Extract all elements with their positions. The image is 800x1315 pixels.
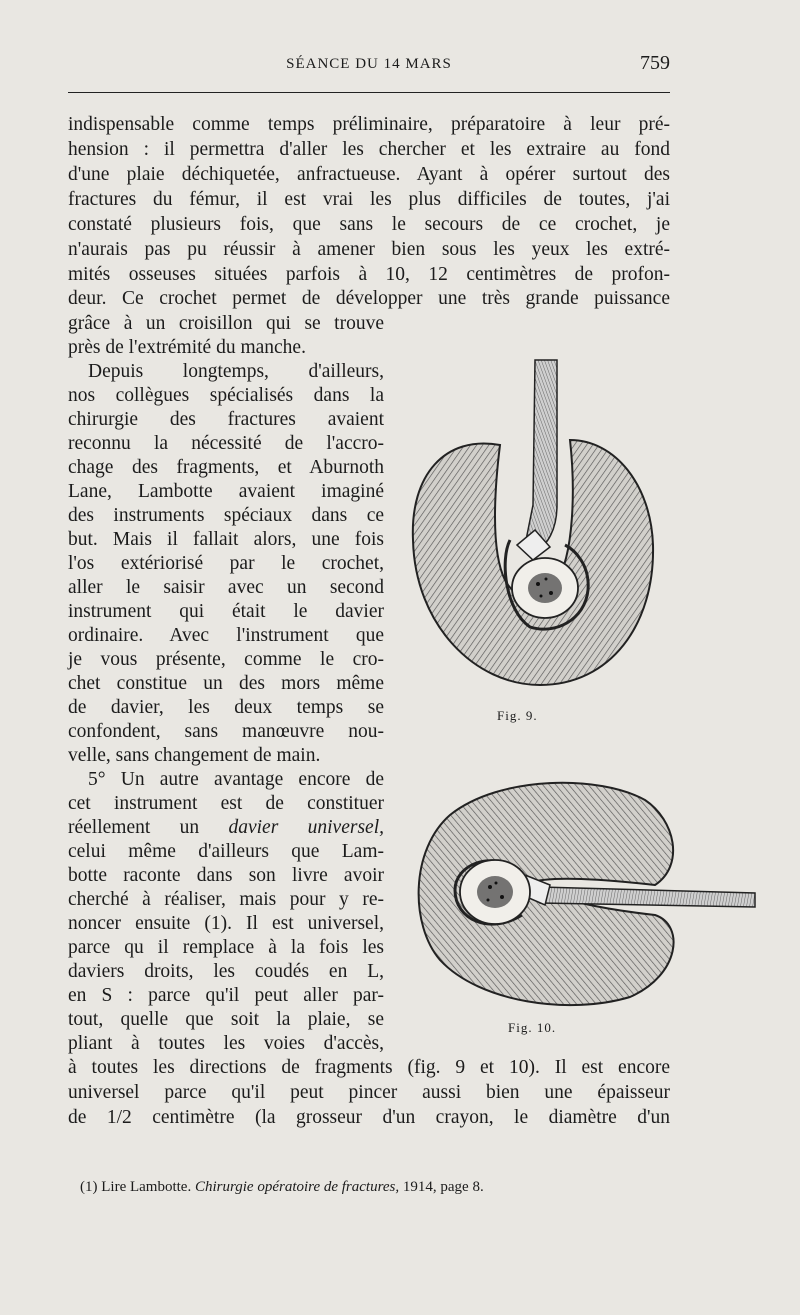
text-line: Depuis longtemps, d'ailleurs, bbox=[88, 361, 384, 382]
text-line: chage des fragments, et Aburnoth bbox=[68, 457, 384, 478]
text-line: celui même d'ailleurs que Lam- bbox=[68, 841, 384, 862]
figure-10-illustration bbox=[410, 775, 760, 1010]
instrument-handle bbox=[540, 887, 755, 907]
text-line: botte raconte dans son livre avoir bbox=[68, 865, 384, 886]
text-line: en S : parce qu'il peut aller par- bbox=[68, 985, 384, 1006]
text-line: près de l'extrémité du manche. bbox=[68, 337, 306, 358]
text-line-with-italic bbox=[68, 815, 384, 840]
text-line: ordinaire. Avec l'instrument que bbox=[68, 625, 384, 646]
text-line: aller le saisir avec un second bbox=[68, 577, 384, 598]
text-line: à toutes les directions de fragments (fig. 9 et 10). Il est encore bbox=[68, 1057, 670, 1078]
figure-9-caption: Fig. 9. bbox=[497, 708, 538, 723]
text-line: n'aurais pas pu réussir à amener bien sous les yeux les extré- bbox=[68, 239, 670, 260]
bone-marrow bbox=[477, 876, 513, 908]
text-line: 5° Un autre avantage encore de bbox=[88, 769, 384, 790]
page-number: 759 bbox=[640, 52, 670, 74]
text-line: daviers droits, les coudés en L, bbox=[68, 961, 384, 982]
text-line: fractures du fémur, il est vrai les plus difficiles de toutes, j'ai bbox=[68, 189, 670, 210]
text-line: velle, sans changement de main. bbox=[68, 745, 321, 766]
text-line: cherché à réaliser, mais pour y re- bbox=[68, 889, 384, 910]
italic-phrase: davier universel, bbox=[228, 817, 384, 838]
text-line: nos collègues spécialisés dans la bbox=[68, 385, 384, 406]
text-line: universel parce qu'il peut pincer aussi bien une épaisseur bbox=[68, 1082, 670, 1103]
figure-9-illustration bbox=[405, 355, 665, 700]
text-line: d'une plaie déchiquetée, anfractueuse. Ayant à opérer surtout des bbox=[68, 164, 670, 185]
text-line: pliant à toutes les voies d'accès, bbox=[68, 1033, 384, 1054]
text-fragment: réellement un bbox=[68, 817, 200, 838]
figure-10-caption: Fig. 10. bbox=[508, 1020, 557, 1035]
header-rule bbox=[68, 92, 670, 93]
footnote bbox=[80, 1176, 484, 1198]
running-header bbox=[68, 52, 670, 86]
text-line: instrument qui était le davier bbox=[68, 601, 384, 622]
text-line: reconnu la nécessité de l'accro- bbox=[68, 433, 384, 454]
text-line: mités osseuses situées parfois à 10, 12 centimètres de profon- bbox=[68, 264, 670, 285]
text-line: de davier, les deux temps se bbox=[68, 697, 384, 718]
text-line: de 1/2 centimètre (la grosseur d'un crayon, le diamètre d'un bbox=[68, 1107, 670, 1128]
footnote-italic: Chirurgie opératoire de fractures, bbox=[194, 1179, 400, 1195]
text-line: confondent, sans manœuvre nou- bbox=[68, 721, 384, 742]
text-line: Lane, Lambotte avaient imaginé bbox=[68, 481, 384, 502]
text-line: l'os extériorisé par le crochet, bbox=[68, 553, 384, 574]
text-line: constaté plusieurs fois, que sans le secours de ce crochet, je bbox=[68, 214, 670, 235]
footnote-suffix: 1914, page 8. bbox=[402, 1179, 484, 1195]
running-title: SÉANCE DU 14 MARS bbox=[286, 56, 452, 72]
text-line: deur. Ce crochet permet de développer une très grande puissance bbox=[68, 288, 670, 309]
instrument-handle bbox=[525, 360, 557, 550]
text-line: noncer ensuite (1). Il est universel, bbox=[68, 913, 384, 934]
text-line: parce qu il remplace à la fois les bbox=[68, 937, 384, 958]
text-line: cet instrument est de constituer bbox=[68, 793, 384, 814]
text-line: chet constitue un des mors même bbox=[68, 673, 384, 694]
bone-marrow bbox=[528, 573, 562, 603]
footnote-prefix: (1) Lire Lambotte. bbox=[80, 1179, 192, 1195]
text-line: hension : il permettra d'aller les chercher et les extraire au fond bbox=[68, 139, 670, 160]
text-line: grâce à un croisillon qui se trouve bbox=[68, 313, 384, 334]
text-line: but. Mais il fallait alors, une fois bbox=[68, 529, 384, 550]
text-line: je vous présente, comme le cro- bbox=[68, 649, 384, 670]
text-line: tout, quelle que soit la plaie, se bbox=[68, 1009, 384, 1030]
text-line: des instruments spéciaux dans ce bbox=[68, 505, 384, 526]
text-line: indispensable comme temps préliminaire, préparatoire à leur pré- bbox=[68, 114, 670, 135]
text-line: chirurgie des fractures avaient bbox=[68, 409, 384, 430]
